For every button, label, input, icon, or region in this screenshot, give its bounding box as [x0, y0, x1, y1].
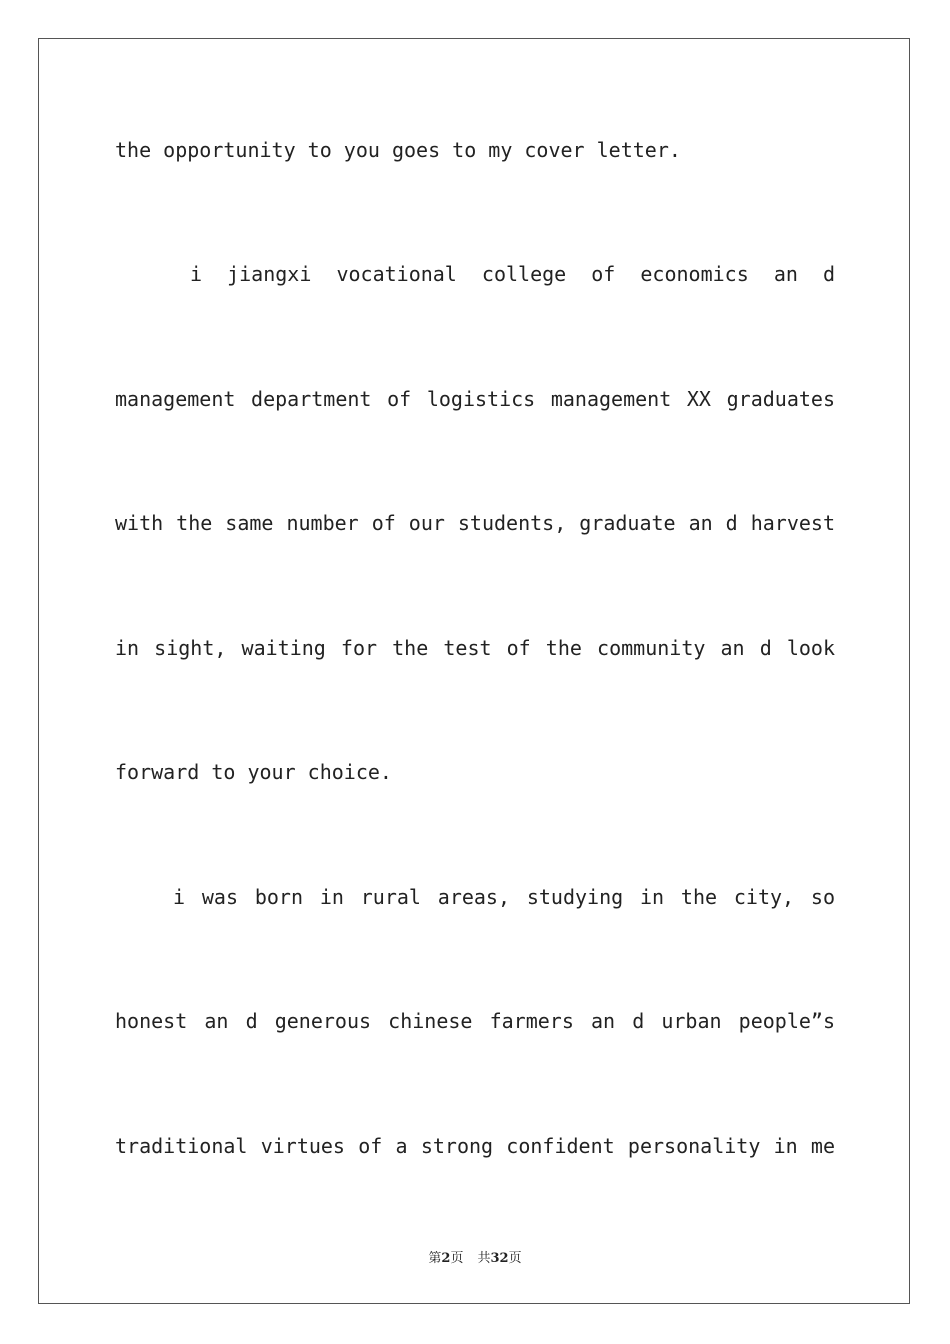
total-prefix: 共	[477, 1251, 491, 1266]
page-border	[38, 38, 910, 1304]
body-text-line: in sight, waiting for the test of the community an d look	[115, 636, 835, 660]
page-suffix: 页	[450, 1251, 464, 1266]
body-text-line: the opportunity to you goes to my cover letter.	[115, 138, 681, 162]
body-text-line: traditional virtues of a strong confident personality in me	[115, 1134, 835, 1158]
body-text-line: i was born in rural areas, studying in the city, so	[173, 885, 835, 909]
page-prefix: 第	[428, 1251, 442, 1266]
body-text-line: honest an d generous chinese farmers an d urban people”s	[115, 1009, 835, 1033]
body-text-line: with the same number of our students, graduate an d harvest	[115, 511, 835, 535]
total-pages: 32	[490, 1251, 509, 1266]
body-text-line: management department of logistics management XX graduates	[115, 387, 835, 411]
total-suffix: 页	[508, 1251, 522, 1266]
body-text-line: forward to your choice.	[115, 760, 392, 784]
page-number: 2	[441, 1251, 451, 1266]
body-text-line: i jiangxi vocational college of economics an d	[190, 262, 835, 286]
page-footer	[0, 1247, 950, 1266]
